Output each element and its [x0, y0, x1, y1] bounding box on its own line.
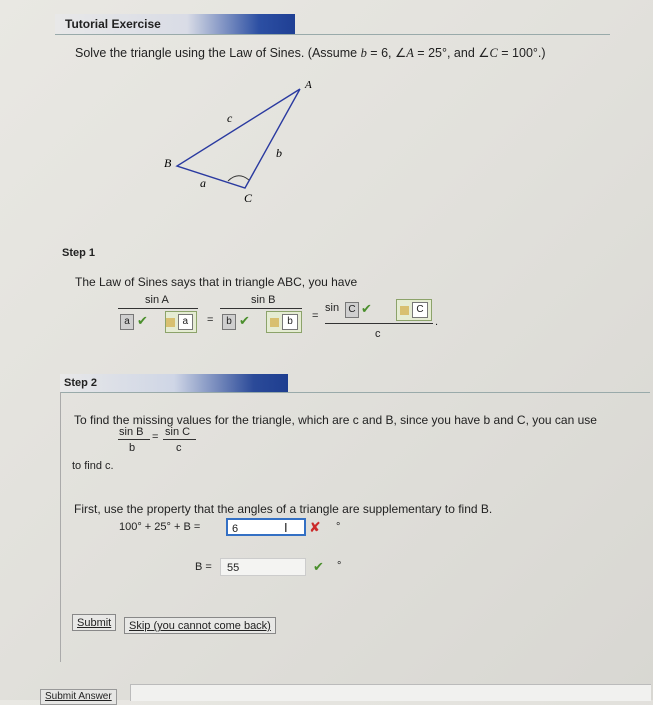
- equals-1: =: [207, 314, 214, 326]
- equation-prefix: 100° + 25° + B =: [119, 521, 201, 533]
- step2-frac-eq: =: [152, 431, 159, 443]
- edit-box-a-value: a: [178, 314, 193, 330]
- angle-B-sum-value: 6: [232, 523, 239, 535]
- header-divider: [55, 34, 610, 35]
- exercise-header: [55, 14, 295, 34]
- step2-left-border: [60, 392, 61, 662]
- frac3-sin-prefix: sin: [325, 302, 340, 314]
- angle-B-answer-field[interactable]: [220, 558, 306, 576]
- frac1-numerator: sin A: [145, 294, 169, 306]
- equals-2: =: [312, 310, 319, 322]
- angle-B-answer-value: 55: [227, 562, 240, 574]
- answer-box-b: b: [222, 314, 236, 330]
- var-C: C: [489, 46, 498, 60]
- angle-B-sum-input[interactable]: [226, 518, 306, 536]
- edit-box-c[interactable]: [396, 299, 432, 321]
- step2-header: [60, 374, 288, 392]
- problem-A-eq: = 25°, and ∠: [413, 46, 490, 60]
- check-icon: ✔: [137, 313, 148, 328]
- step2-intro: To find the missing values for the triangle, which are c and B, since you have b and C, you can use: [74, 413, 597, 427]
- edit-box-b-value: b: [282, 314, 298, 330]
- problem-C-eq: = 100°.): [497, 46, 546, 60]
- step2-frac2-den: c: [176, 442, 182, 454]
- frac1-line: [118, 308, 198, 309]
- answer-box-a: a: [120, 314, 134, 330]
- var-b: b: [360, 46, 367, 60]
- frac2-line: [220, 308, 302, 309]
- pencil-icon: [166, 318, 175, 327]
- angle-arc-C: [228, 176, 249, 181]
- submit-button[interactable]: Submit: [72, 614, 116, 631]
- exercise-title: Tutorial Exercise: [65, 17, 161, 31]
- answer-box-c: C: [345, 302, 359, 318]
- step1-title: Step 1: [62, 247, 96, 259]
- side-a-label: a: [200, 176, 206, 190]
- submit-answer-button[interactable]: Submit Answer: [40, 689, 117, 705]
- step2-divider: [60, 392, 650, 393]
- edit-box-a[interactable]: [165, 311, 197, 333]
- B-equals-label: B =: [195, 561, 212, 573]
- problem-statement: [75, 45, 546, 61]
- step2-frac2-line: [163, 439, 196, 440]
- vertex-B-label: B: [164, 156, 172, 170]
- var-A: A: [406, 46, 414, 60]
- frac3-line: [325, 323, 433, 324]
- degree-symbol-2: °: [337, 560, 342, 572]
- step2-frac2-num: sin C: [165, 426, 191, 438]
- problem-prefix: Solve the triangle using the Law of Sines. (Assume: [75, 46, 361, 60]
- step2-frac1-den: b: [129, 442, 136, 454]
- step2-title: Step 2: [64, 377, 98, 389]
- side-c-label: c: [227, 111, 233, 125]
- wrong-x-icon: ✘: [309, 519, 321, 535]
- degree-symbol: °: [336, 521, 341, 533]
- edit-box-c-value: C: [412, 302, 428, 318]
- check-icon: ✔: [239, 313, 250, 328]
- triangle-diagram: [150, 75, 330, 210]
- to-find-text: to find c.: [72, 460, 114, 472]
- supplementary-text: First, use the property that the angles of a triangle are supplementary to find B.: [74, 502, 493, 516]
- side-b-label: b: [276, 146, 282, 160]
- check-icon: ✔: [361, 301, 372, 316]
- check-icon: ✔: [313, 559, 324, 574]
- step2-frac1-num: sin B: [119, 426, 144, 438]
- vertex-C-label: C: [244, 191, 253, 205]
- law-of-sines-text: The Law of Sines says that in triangle ABC, you have: [75, 275, 358, 289]
- vertex-A-label: A: [305, 79, 312, 91]
- frac2-numerator: sin B: [251, 294, 276, 306]
- bottom-panel: [130, 684, 651, 701]
- edit-box-b[interactable]: [266, 311, 302, 333]
- triangle-shape: [177, 89, 300, 188]
- problem-b-eq: = 6, ∠: [366, 46, 407, 60]
- pencil-icon: [400, 306, 409, 315]
- text-cursor-icon: I: [284, 520, 288, 535]
- step2-frac1-line: [118, 439, 150, 440]
- skip-button[interactable]: Skip (you cannot come back): [124, 617, 276, 634]
- pencil-icon: [270, 318, 279, 327]
- period: .: [435, 316, 439, 328]
- frac3-denominator: c: [375, 328, 381, 340]
